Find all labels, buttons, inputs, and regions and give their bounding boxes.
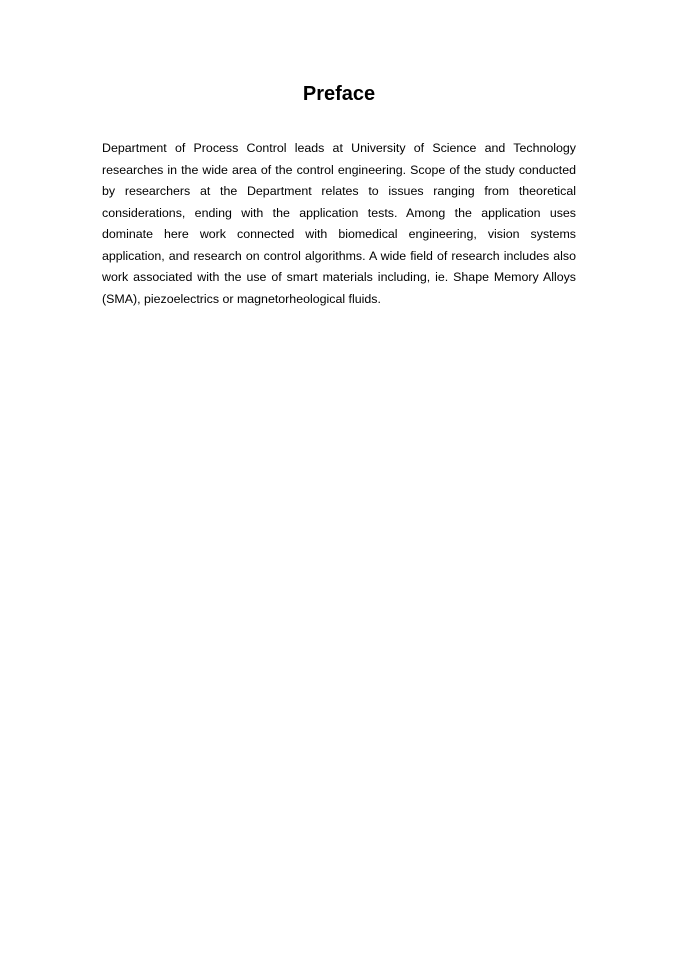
paragraph-line: application, and research on control algorithms. A wide field of research includes also [102,248,576,263]
paragraph-line: work associated with the use of smart materials including, ie. Shape Memory Alloys [102,270,576,284]
paragraph-line: Department of Process Control leads at University of Science and Technology [102,141,576,155]
paragraph-line: researches in the wide area of the control engineering. Scope of the study conducted [102,162,576,177]
paragraph-line: by researchers at the Department relates to issues ranging from theoretical [102,184,576,198]
paragraph-line: considerations, ending with the application tests. Among the application uses [102,205,576,220]
preface-paragraph [102,138,576,310]
paragraph-line: (SMA), piezoelectrics or magnetorheological fluids. [102,291,381,306]
paragraph-line: dominate here work connected with biomedical engineering, vision systems [102,227,576,241]
page-title: Preface [302,83,376,105]
